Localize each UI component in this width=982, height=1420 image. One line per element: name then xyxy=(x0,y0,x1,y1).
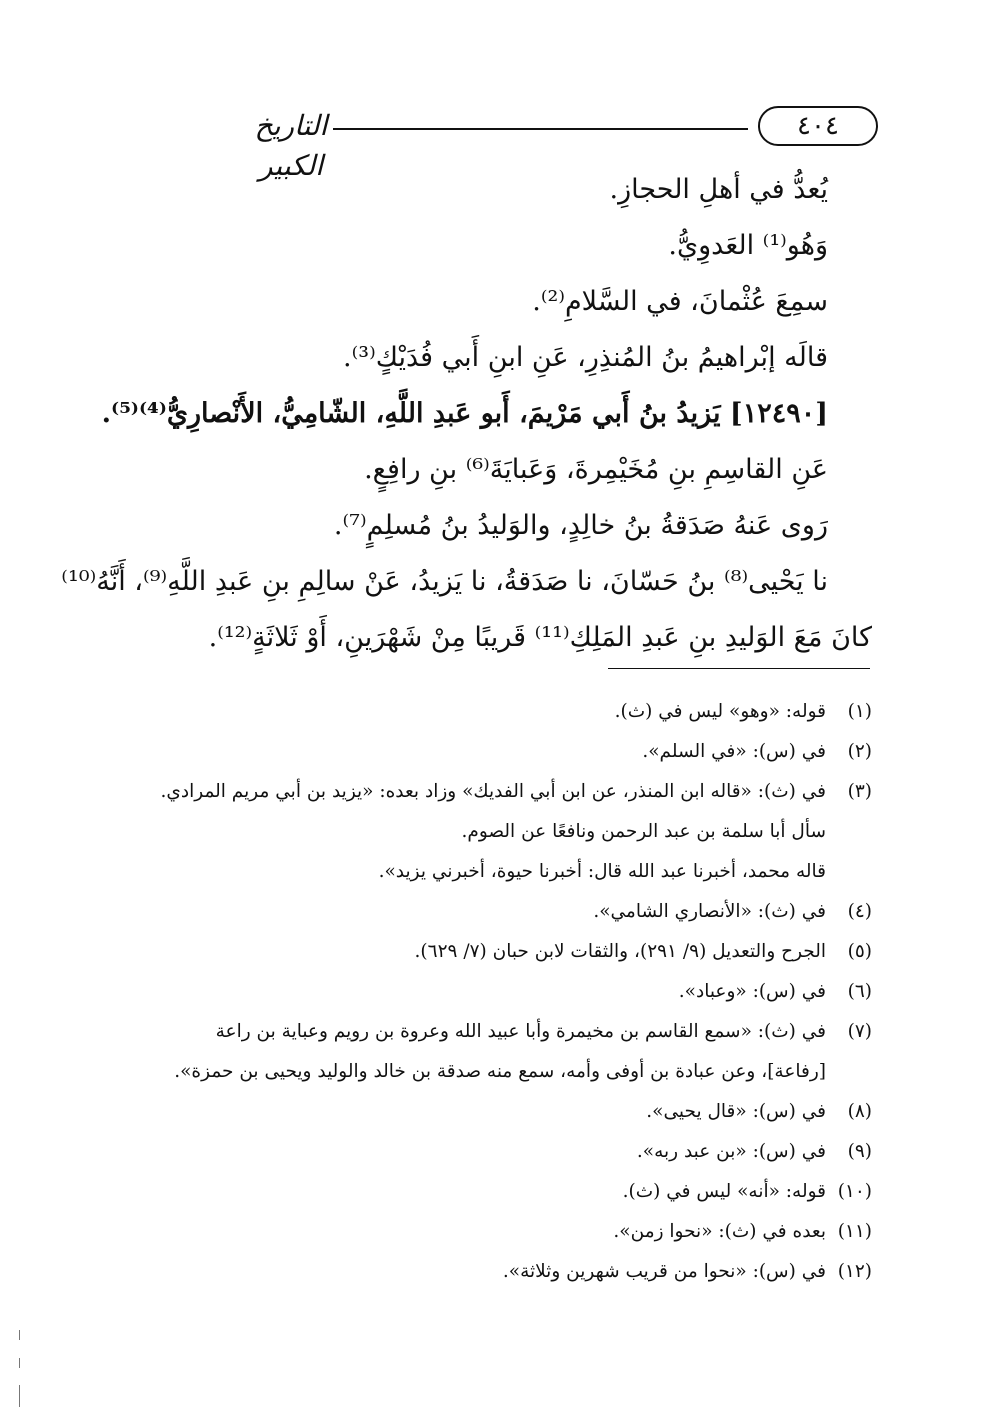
text-line: كانَ مَعَ الوَليدِ بنِ عَبدِ المَلِكِ⁽¹¹⁾ قَريبًا مِنْ شَهْرَينِ، أَوْ ثَلاثَةٍ⁽¹²⁾. xyxy=(208,622,872,653)
footnote-text: في (ث): «سمع القاسم بن مخيمرة وأبا عبيد الله وعروة بن رويم وعباية بن راعة xyxy=(215,1021,826,1042)
footnote-text: الجرح والتعديل (٩/ ٢٩١)، والثقات لابن حبان (٧/ ٦٢٩). xyxy=(414,941,826,962)
footnote-text: في (س): «في السلم». xyxy=(642,741,826,762)
book-title: التاريخ الكبير xyxy=(254,109,328,182)
scan-mark xyxy=(19,1330,20,1340)
text-line: يُعدُّ في أهلِ الحجازِ. xyxy=(609,174,828,205)
footnote-number: (١) xyxy=(847,701,872,722)
footnote xyxy=(120,1212,872,1252)
footnote xyxy=(120,1012,872,1092)
footnote xyxy=(120,1252,872,1292)
header-rule xyxy=(333,128,748,130)
footnote xyxy=(120,732,872,772)
footnote xyxy=(120,1172,872,1212)
text-line: قالَه إبْراهيمُ بنُ المُنذِرِ، عَنِ ابنِ أَبي فُدَيْكٍ⁽³⁾. xyxy=(343,342,828,373)
footnote-text: بعده في (ث): «نحوا زمن». xyxy=(613,1221,826,1242)
footnote-text: في (س): «وعباد». xyxy=(678,981,826,1002)
running-header xyxy=(128,100,878,182)
footnote-text: في (س): «بن عبد ربه». xyxy=(636,1141,826,1162)
footnote-text: [رفاعة]، وعن عبادة بن أوفى وأمه، سمع منه صدقة بن خالد والوليد ويحيى بن حمزة». xyxy=(174,1061,826,1082)
footnote-number: (٣) xyxy=(847,781,872,802)
entry-heading: [١٢٤٩٠] يَزيدُ بنُ أَبي مَرْيمَ، أَبو عَبدِ اللَّهِ، الشّامِيُّ، الأَنْصارِيُّ⁽⁴⁾⁽⁵⁾. xyxy=(101,398,828,429)
footnote-text: في (ث): «قاله ابن المنذر، عن ابن أبي الفديك» وزاد بعده: «يزيد بن أبي مريم المرادي. xyxy=(160,781,826,802)
footnotes xyxy=(120,692,872,1292)
footnote xyxy=(120,972,872,1012)
footnote-text: سأل أبا سلمة بن عبد الرحمن ونافعًا عن الصوم. xyxy=(461,821,826,842)
text-line: وَهُو⁽¹⁾ العَدوِيُّ. xyxy=(668,230,828,261)
main-text xyxy=(61,162,872,666)
footnote-text: قاله محمد، أخبرنا عبد الله قال: أخبرنا حيوة، أخبرني يزيد». xyxy=(378,861,826,882)
text-line: رَوى عَنهُ صَدَقةُ بنُ خالِدٍ، والوَليدُ بنُ مُسلِمٍ⁽⁷⁾. xyxy=(333,510,828,541)
footnote-text: في (ث): «الأنصاري الشامي». xyxy=(593,901,826,922)
footnote-number: (٨) xyxy=(847,1101,872,1122)
footnote xyxy=(120,772,872,892)
text-line: سمِعَ عُثْمانَ، في السَّلامِ⁽²⁾. xyxy=(532,286,828,317)
footnote-number: (٤) xyxy=(847,901,872,922)
text-line: عَنِ القاسِمِ بنِ مُخَيْمِرةَ، وَعَبايَةَ⁽⁶⁾ بنِ رافِعٍ. xyxy=(364,454,828,485)
footnote-text: قوله: «أنه» ليس في (ث). xyxy=(622,1181,826,1202)
footnote xyxy=(120,892,872,932)
footnote-text: قوله: «وهو» ليس في (ث). xyxy=(614,701,826,722)
page-number-badge: ٤٠٤ xyxy=(758,106,878,146)
footnote-text: في (س): «قال يحيى». xyxy=(646,1101,826,1122)
scan-mark xyxy=(19,1358,20,1368)
footnote-number: (٩) xyxy=(847,1141,872,1162)
footnote-number: (٧) xyxy=(847,1021,872,1042)
footnote-number: (١١) xyxy=(837,1221,872,1242)
footnote-number: (٢) xyxy=(847,741,872,762)
text-line: نا يَحْيى⁽⁸⁾ بنُ حَسّانَ، نا صَدَقةُ، نا يَزيدُ، عَنْ سالِمِ بنِ عَبدِ اللَّهِ⁽⁹⁾، أَنَّهُ⁽¹⁰⁾ xyxy=(61,566,828,597)
footnote-text: في (س): «نحوا من قريب شهرين وثلاثة». xyxy=(502,1261,826,1282)
footnote-number: (١٠) xyxy=(837,1181,872,1202)
scan-mark xyxy=(19,1385,20,1407)
footnote-number: (٥) xyxy=(847,941,872,962)
footnote-number: (٦) xyxy=(847,981,872,1002)
footnote-number: (١٢) xyxy=(837,1261,872,1282)
footnote-separator xyxy=(608,668,870,669)
footnote xyxy=(120,1132,872,1172)
footnote xyxy=(120,692,872,732)
footnote xyxy=(120,932,872,972)
footnote xyxy=(120,1092,872,1132)
